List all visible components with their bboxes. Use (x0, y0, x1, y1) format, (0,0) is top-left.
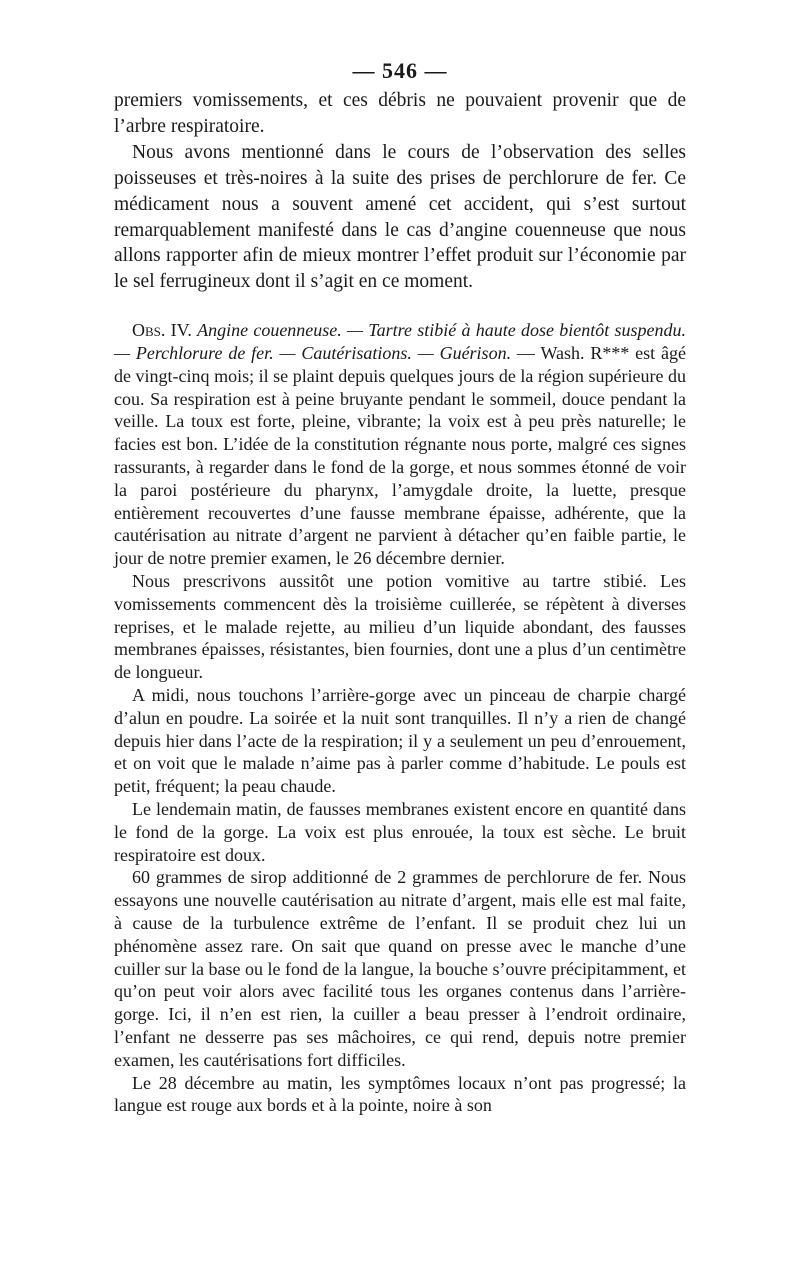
page-number: — 546 — (352, 58, 448, 83)
observation-paragraph-2: Nous prescrivons aussitôt une potion vomitive au tartre stibié. Les vomissements commencent dès la troisième cuillerée, se répètent à diverses reprises, et le malade rejette, au milieu d’un liquide abondant, des fausses membranes épaisses, résistantes, bien fournies, dont une a plus d’un centimètre de longueur. (114, 571, 686, 683)
observation-paragraph-1 (114, 319, 686, 570)
observation-paragraph-1-text: — Wash. R*** est âgé de vingt-cinq mois; il se plaint depuis quelques jours de la région supérieure du cou. Sa respiration est à peine bruyante pendant le sommeil, douce pendant la veille. La toux est forte, pleine, vibrante; la voix est à peu près naturelle; le facies est bon. L’idée de la constitution régnante nous porte, malgré ces signes rassurants, à regarder dans le fond de la gorge, et nous sommes étonné de voir la paroi postérieure du pharynx, l’amygdale droite, la luette, presque entièrement recouvertes d’une fausse membrane épaisse, adhérente, que la cautérisation au nitrate d’argent ne parvient à détacher qu’en faible partie, le jour de notre premier examen, le 26 décembre dernier. (114, 343, 686, 569)
intro-paragraph-1: premiers vomissements, et ces débris ne pouvaient provenir que de l’arbre respiratoire. (114, 90, 686, 137)
observation-paragraph-6: Le 28 décembre au matin, les symptômes locaux n’ont pas progressé; la langue est rouge aux bords et à la pointe, noire à son (114, 1072, 686, 1116)
observation-paragraph-5: 60 grammes de sirop additionné de 2 grammes de perchlorure de fer. Nous essayons une nouvelle cautérisation au nitrate d’argent, mais elle est mal faite, à cause de la turbulence extrême de l’enfant. Il se produit chez lui un phénomène assez rare. On sait que quand on presse avec le manche d’une cuiller sur la base ou le fond de la langue, la bouche s’ouvre précipitamment, et qu’on peut voir alors avec facilité tous les organes contenus dans l’arrière-gorge. Ici, il n’en est rien, la cuiller a beau presser à l’endroit ordinaire, l’enfant ne desserre pas ses mâchoires, ce qui rend, depuis notre premier examen, les cautérisations fort difficiles. (114, 867, 686, 1070)
observation-label: Obs. IV. (132, 320, 192, 341)
book-page (114, 58, 686, 1117)
intro-section (114, 88, 686, 295)
observation-paragraph-4: Le lendemain matin, de fausses membranes existent encore en quantité dans le fond de la gorge. La voix est plus enrouée, la toux est sèche. Le bruit respiratoire est doux. (114, 798, 686, 865)
observation-section (114, 319, 686, 1117)
observation-title: Angine couenneuse. — Tartre stibié à haute dose bientôt suspendu. — Perchlorure de fer. — Cautérisations. — Guérison. (114, 320, 686, 364)
intro-paragraph-2: Nous avons mentionné dans le cours de l’observation des selles poisseuses et très-noires à la suite des prises de perchlorure de fer. Ce médicament nous a souvent amené cet accident, qui s’est surtout remarquablement manifesté dans le cas d’angine couenneuse que nous allons rapporter afin de mieux montrer l’effet produit sur l’économie par le sel ferrugineux dont il s’agit en ce moment. (114, 141, 686, 293)
observation-paragraph-3: A midi, nous touchons l’arrière-gorge avec un pinceau de charpie chargé d’alun en poudre. La soirée et la nuit sont tranquilles. Il n’y a rien de changé depuis hier dans l’acte de la respiration; il y a seulement un peu d’enrouement, et on voit que le malade n’aime pas à parler comme d’habitude. Le pouls est petit, fréquent; la peau chaude. (114, 685, 686, 797)
